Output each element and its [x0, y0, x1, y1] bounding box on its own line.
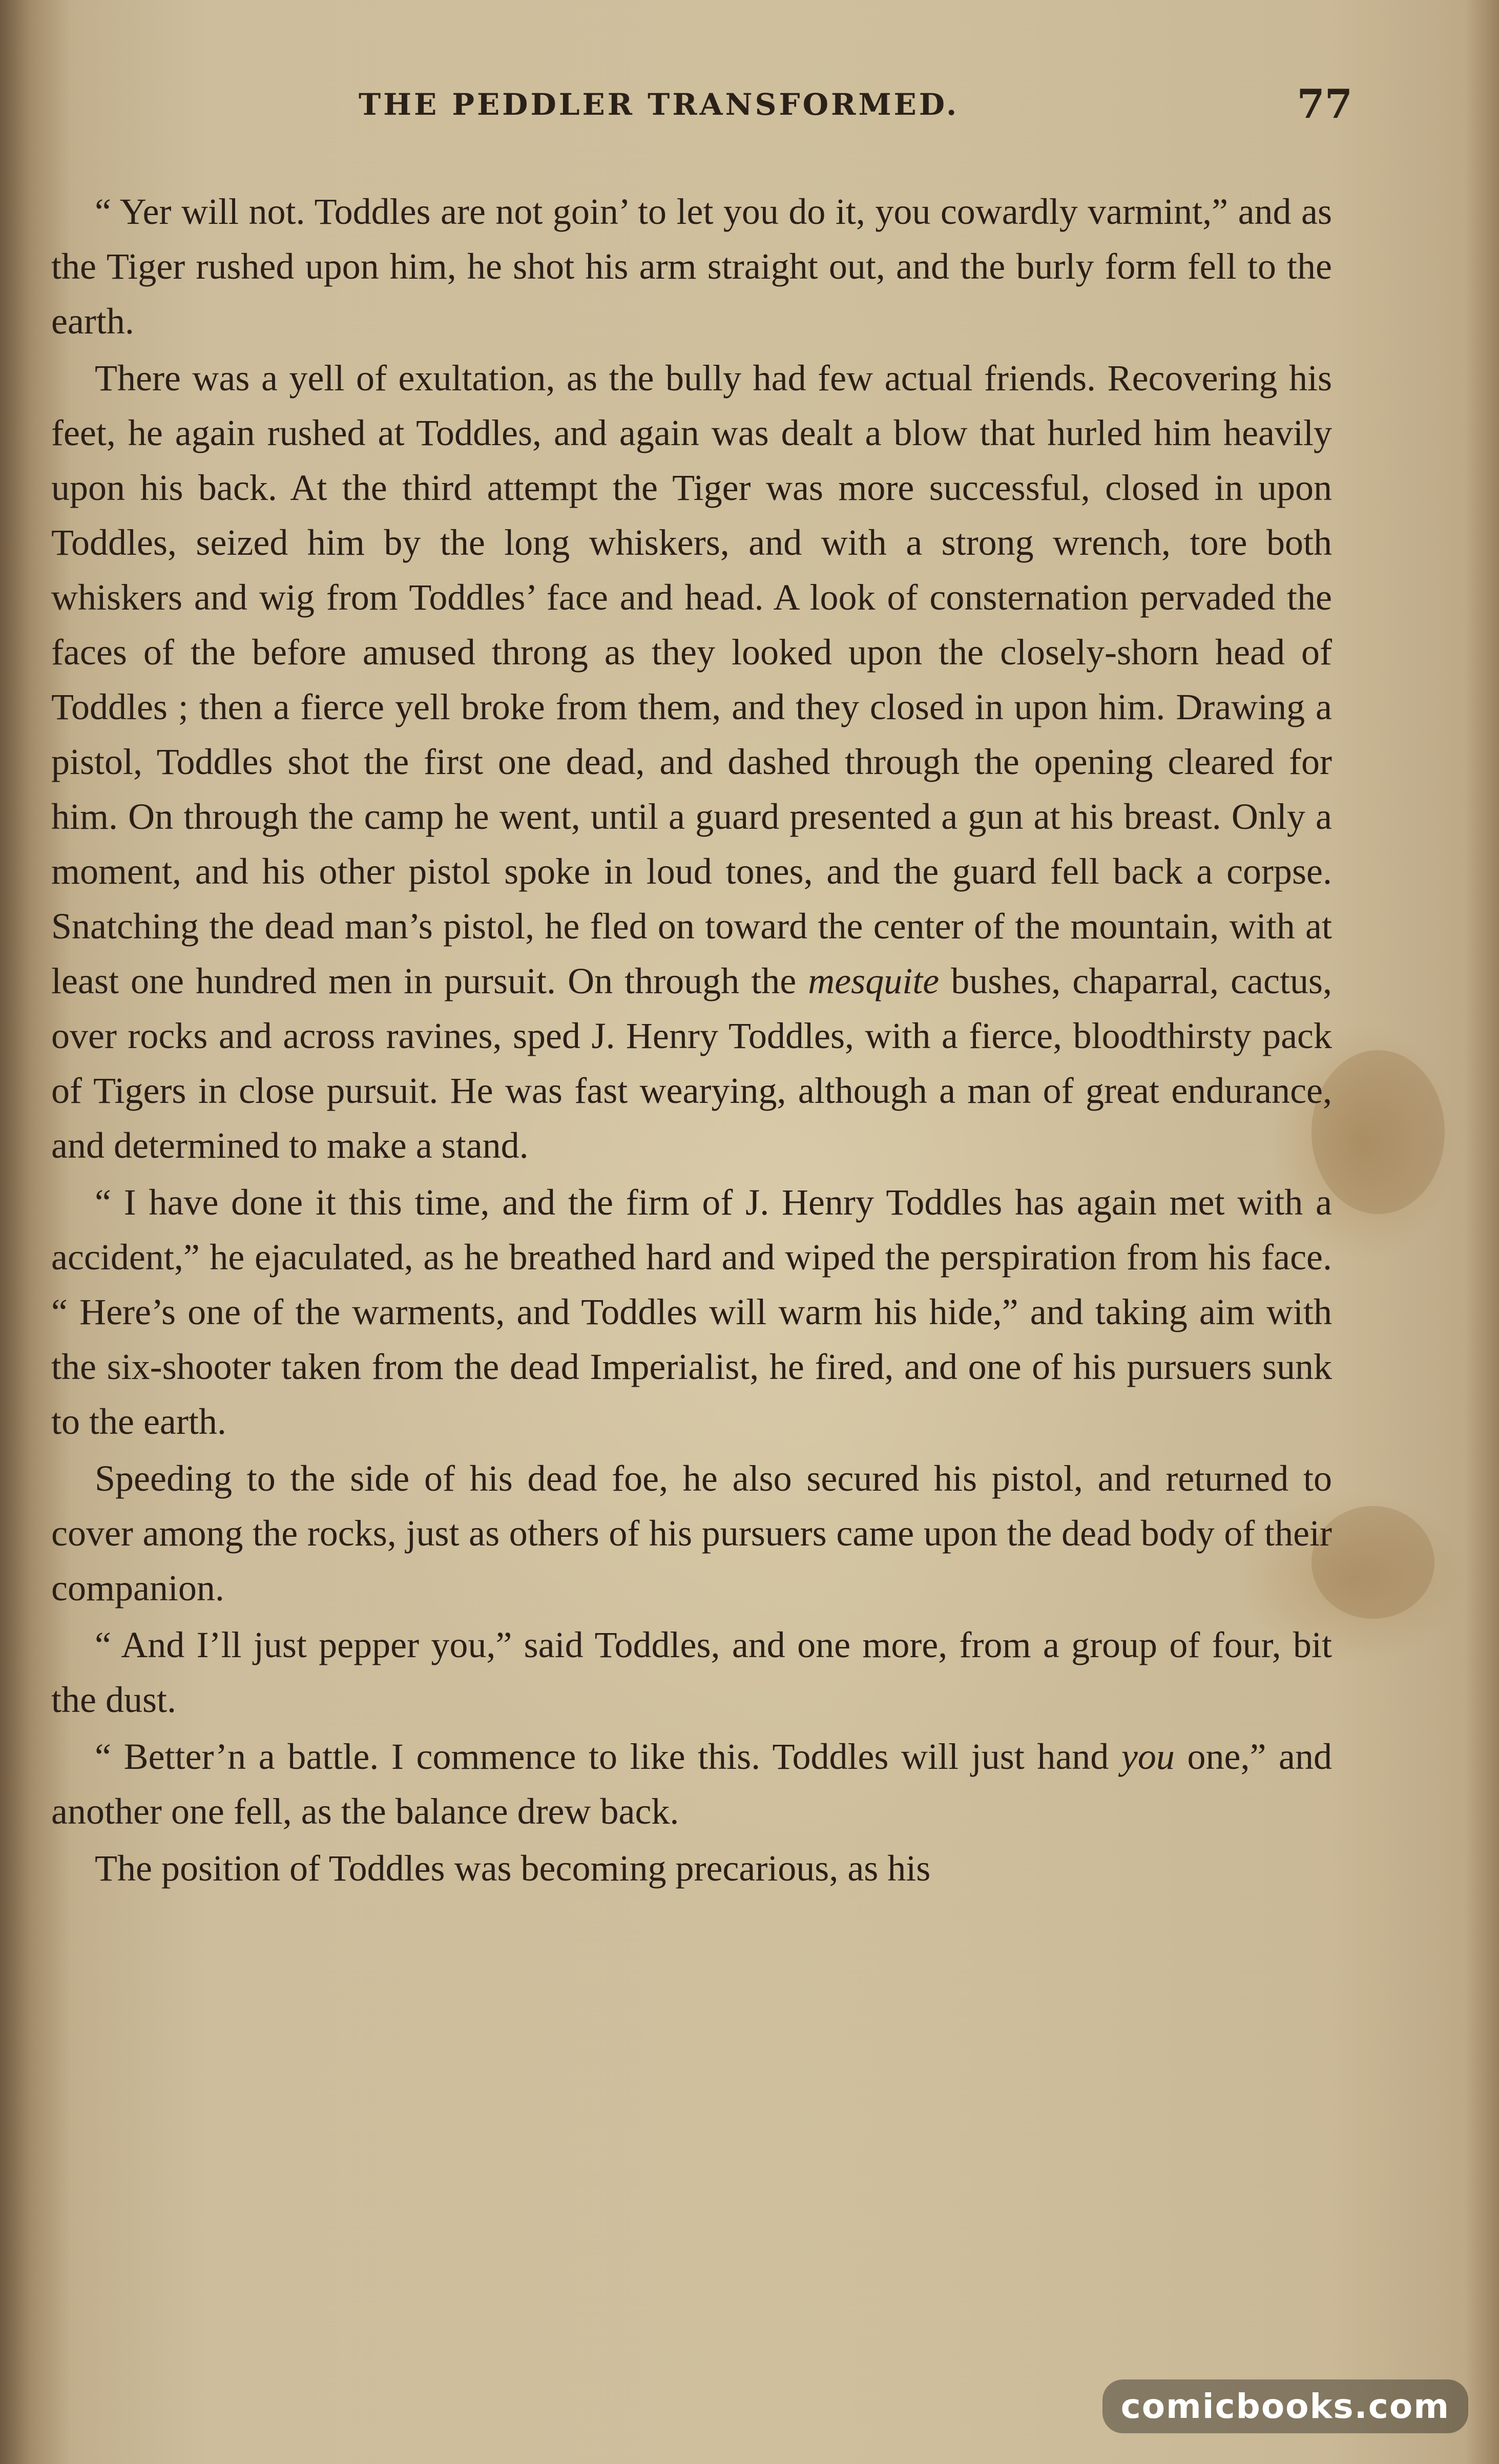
- body-text: [51, 184, 1332, 2336]
- page-number: 77: [1297, 81, 1352, 128]
- text-run: “ And I’ll just pepper you,” said Toddles, and one more, from a group of four, bit the dust.: [51, 1624, 1332, 1720]
- paragraph: [51, 1451, 1332, 1616]
- text-run: Speeding to the side of his dead foe, he also secured his pistol, and returned to cover among the rocks, just as others of his pursuers came upon the dead body of their companion.: [51, 1458, 1332, 1609]
- watermark: comicbooks.com: [1102, 2379, 1468, 2433]
- text-run: “ Yer will not. Toddles are not goin’ to let you do it, you cowardly varmint,” and as the Tiger rushed upon him, he shot his arm straight out, and the burly form fell to the earth.: [51, 191, 1332, 342]
- italic-word: mesquite: [808, 960, 940, 1001]
- text-run: “ Better’n a battle. I commence to like this. Toddles will just hand: [95, 1736, 1121, 1777]
- text-run: There was a yell of exultation, as the bully had few actual friends. Recovering his feet, he again rushed at Toddles, and again was dealt a blow that hurled him heavily upon his back. At the third attempt the Tiger was more successful, closed in upon Toddles, seized him by the long whiskers, and with a strong wrench, tore both whiskers and wig from Toddles’ face and head. A look of consternation pervaded the faces of the before amused throng as they looked upon the closely-shorn head of Toddles ; then a fierce yell broke from them, and they closed in upon him. Drawing a pistol, Toddles shot the first one dead, and dashed through the opening cleared for him. On through the camp he went, until a guard presented a gun at his breast. Only a moment, and his other pistol spoke in loud tones, and the guard fell back a corpse. Snatching the dead man’s pistol, he fled on toward the center of the mountain, with at least one hundred men in pursuit. On through the: [51, 358, 1332, 1001]
- text-run: The position of Toddles was becoming precarious, as his: [95, 1848, 931, 1889]
- running-title: THE PEDDLER TRANSFORMED.: [359, 87, 960, 122]
- paragraph: [51, 1618, 1332, 1727]
- paragraph: [51, 1729, 1332, 1839]
- paragraph: [51, 184, 1332, 349]
- italic-word: you: [1121, 1736, 1175, 1777]
- text-run: one,” and another one fell, as the balance drew back.: [51, 1736, 1333, 1832]
- paragraph: [51, 1841, 1332, 1896]
- paragraph: [51, 1175, 1332, 1449]
- text-run: bushes, chaparral, cactus, over rocks and across ravines, sped J. Henry Toddles, with a fierce, bloodthirsty pack of Tigers in close pursuit. He was fast wearying, although a man of great endurance, and determined to make a stand.: [51, 960, 1332, 1166]
- paragraph: [51, 351, 1332, 1173]
- text-run: “ I have done it this time, and the firm of J. Henry Toddles has again met with a accident,” he ejaculated, as he breathed hard and wiped the perspiration from his face. “ Here’s one of the warments, and Toddles will warm his hide,” and taking aim with the six-shooter taken from the dead Imperialist, he fired, and one of his pursuers sunk to the earth.: [51, 1182, 1332, 1442]
- running-header: [72, 81, 1363, 138]
